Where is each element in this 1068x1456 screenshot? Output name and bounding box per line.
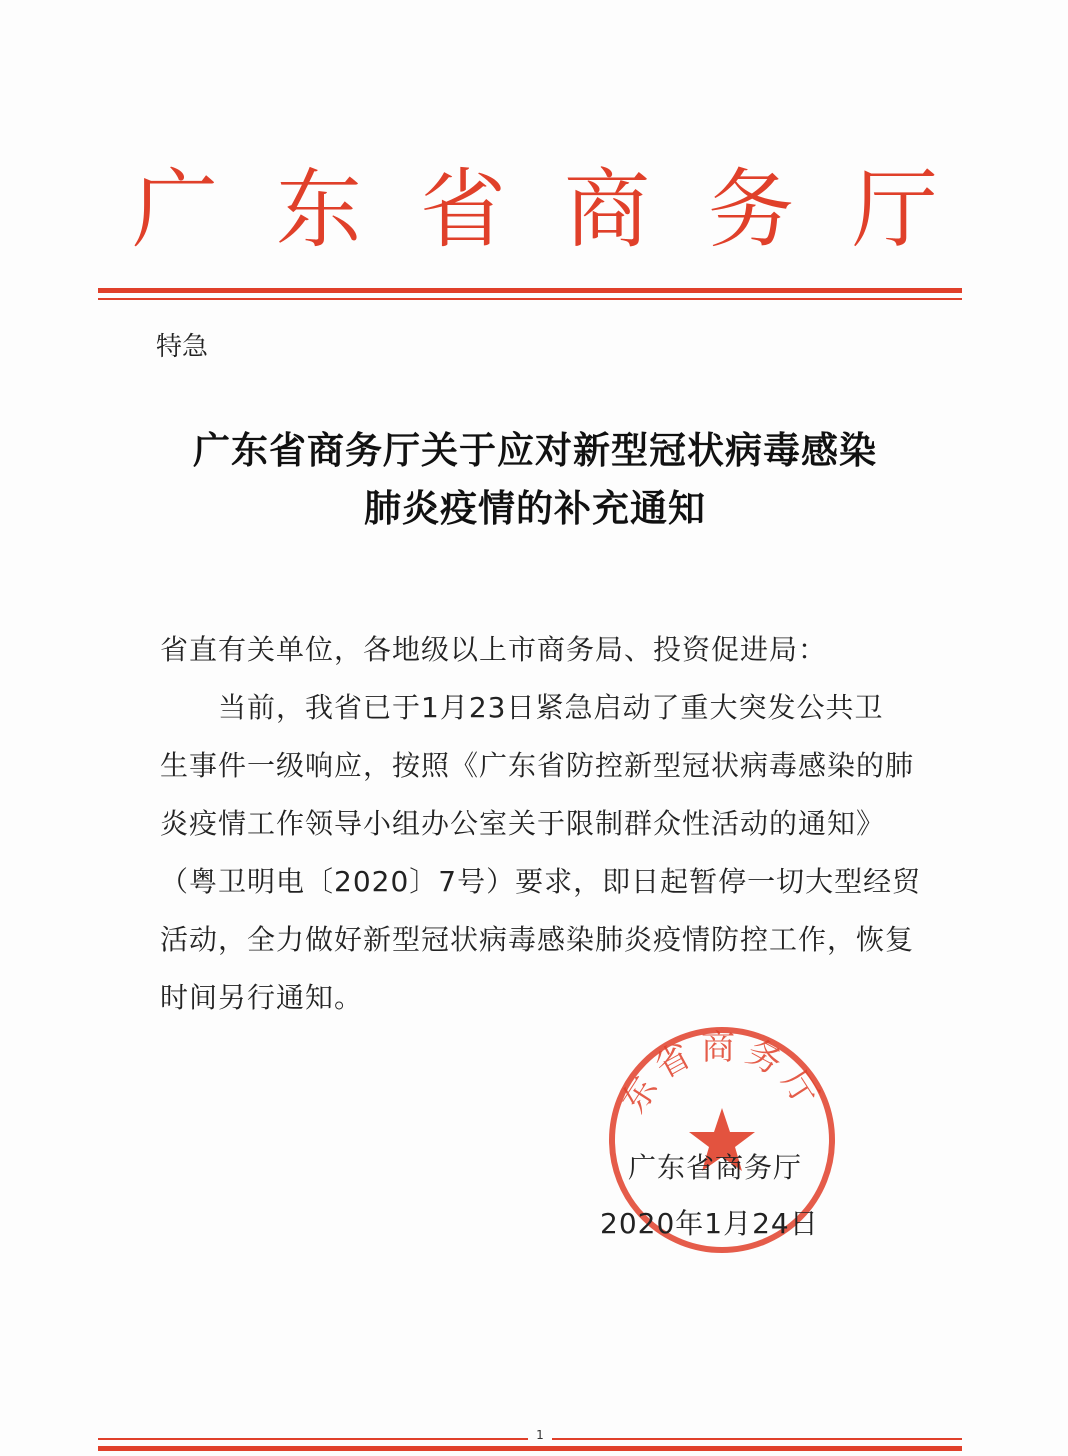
body-line: 活动，全力做好新型冠状病毒感染肺炎疫情防控工作，恢复	[160, 923, 915, 956]
body-paragraph	[160, 680, 920, 1028]
letterhead-char: 广	[132, 160, 218, 260]
letterhead-char: 省	[420, 160, 506, 260]
letterhead-char: 务	[708, 160, 794, 260]
page-number: 1	[528, 1428, 552, 1442]
issuer-signature: 广东省商务厅	[628, 1151, 803, 1184]
letterhead-char: 商	[564, 160, 650, 260]
letterhead-divider-thin	[98, 298, 962, 300]
letterhead-char: 东	[276, 160, 362, 260]
footer-divider-thick	[98, 1446, 962, 1451]
body-line: 时间另行通知。	[160, 981, 364, 1014]
body-line: 生事件一级响应，按照《广东省防控新型冠状病毒感染的肺	[160, 749, 915, 782]
letterhead-char: 厅	[852, 160, 938, 260]
letterhead	[120, 160, 950, 260]
body-line: （粤卫明电〔2020〕7号）要求，即日起暂停一切大型经贸	[160, 865, 922, 898]
urgency-label: 特急	[156, 332, 209, 362]
body-line: 炎疫情工作领导小组办公室关于限制群众性活动的通知》	[160, 807, 886, 840]
issue-date: 2020年1月24日	[600, 1207, 819, 1240]
document-title-line-2: 肺炎疫情的补充通知	[364, 486, 706, 530]
addressee: 省直有关单位，各地级以上市商务局、投资促进局：	[160, 633, 828, 666]
document-title-line-1: 广东省商务厅关于应对新型冠状病毒感染	[193, 428, 877, 472]
body-line: 当前，我省已于1月23日紧急启动了重大突发公共卫	[218, 691, 884, 724]
letterhead-divider-thick	[98, 288, 962, 293]
seal-text: 东省商务厅	[613, 1027, 831, 1121]
